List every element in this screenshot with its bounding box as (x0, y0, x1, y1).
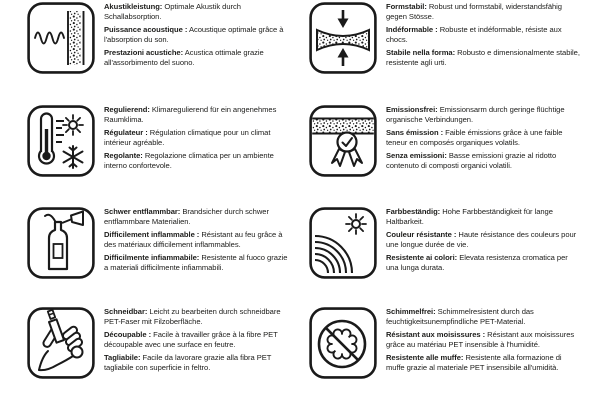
entry-fr (104, 128, 288, 148)
entry-label: Régulateur : (104, 128, 148, 138)
entry-text: Emissionsarm durch geringe flüchtige organische Verbindungen. (386, 105, 565, 124)
feature-acoustic (0, 0, 300, 100)
sound-absorption-icon (27, 2, 95, 74)
entry-text: Facile à travailler grâce à la fibre PET découpable avec une surface en feutre. (104, 330, 278, 350)
entry-text: Acustica ottimale grazie all'assorbimento del suono. (104, 48, 264, 68)
entry-text: Leicht zu bearbeiten durch schneidbare PET-Faser mit Filzoberfläche. (104, 307, 281, 326)
entry-it (386, 48, 580, 68)
entry-it (104, 353, 288, 373)
entry-text: Régulation climatique pour un climat intérieur agréable. (104, 128, 271, 148)
no-mold-icon (309, 307, 377, 379)
entry-label: Stabile nella forma: (386, 48, 456, 58)
entry-fr (104, 230, 288, 250)
entry-de (386, 105, 580, 125)
entry-label: Difficilmente infiammabile: (104, 253, 200, 263)
entry-text: Robust und formstabil, widerstandsfähig gegen Stösse. (386, 2, 562, 21)
entry-text: Optimale Akustik durch Schallabsorption. (104, 2, 241, 21)
fire-extinguisher-icon (27, 207, 95, 279)
entry-label: Couleur résistante : (386, 230, 457, 240)
shape-stability-compression-icon (309, 2, 377, 74)
entry-it (104, 48, 288, 68)
entry-de (104, 207, 288, 227)
entry-label: Resistente ai colori: (386, 253, 458, 263)
entry-label: Prestazioni acustiche: (104, 48, 184, 58)
entry-label: Regolante: (104, 151, 143, 161)
feature-flame-retardant (0, 200, 300, 300)
entry-fr (386, 330, 580, 350)
entry-label: Regulierend: (104, 105, 150, 114)
feature-climate-regulation (0, 100, 300, 200)
entry-fr (104, 25, 288, 45)
entry-fr (104, 330, 288, 350)
entry-de (104, 105, 288, 125)
entry-text: Schimmelresistent durch das feuchtigkeitsunempfindliche PET-Material. (386, 307, 534, 326)
color-fastness-arcs-sun-icon (309, 207, 377, 279)
entry-de (386, 2, 580, 22)
entry-it (386, 151, 580, 171)
entry-fr (386, 230, 580, 250)
entry-text: Resistente alla formazione di muffe grazie al materiale PET insensibile all'umidità. (386, 353, 562, 373)
entry-label: Puissance acoustique : (104, 25, 188, 35)
entry-label: Resistente alle muffe: (386, 353, 464, 363)
entry-text: Brandsicher durch schwer entflammbare Materialien. (104, 207, 269, 226)
entry-label: Découpable : (104, 330, 152, 340)
entry-text: Faible émissions grâce à une faible teneur en composés organiques volatils. (386, 128, 563, 148)
entry-de (386, 307, 580, 327)
entry-label: Formstabil: (386, 2, 427, 11)
feature-form-stability (300, 0, 600, 100)
entry-label: Senza emissioni: (386, 151, 447, 161)
entry-label: Indéformable : (386, 25, 438, 35)
entry-label: Résistant aux moisissures : (386, 330, 486, 340)
entry-label: Emissionsfrei: (386, 105, 438, 114)
entry-text: Acoustique optimale grâce à l'absorption du son. (104, 25, 284, 45)
entry-text: Basse emissioni grazie al ridotto contenuto di composti organici volatili. (386, 151, 557, 171)
entry-it (104, 253, 288, 273)
entry-text: Elevata resistenza cromatica per una lunga durata. (386, 253, 568, 273)
entry-text: Robusto e dimensionalmente stabile, resistente agli urti. (386, 48, 580, 68)
entry-it (104, 151, 288, 171)
entry-text: Résistant au feu grâce à des matériaux difficilement inflammables. (104, 230, 283, 250)
entry-label: Tagliabile: (104, 353, 141, 363)
entry-it (386, 253, 580, 273)
entry-de (386, 207, 580, 227)
feature-cuttable (0, 300, 300, 400)
entry-text: Regolazione climatica per un ambiente interno confortevole. (104, 151, 274, 171)
entry-fr (386, 128, 580, 148)
entry-de (104, 307, 288, 327)
entry-text: Haute résistance des couleurs pour une longue durée de vie. (386, 230, 577, 250)
entry-label: Schwer entflammbar: (104, 207, 181, 216)
entry-label: Sans émission : (386, 128, 444, 138)
entry-text: Klimaregulierend für ein angenehmes Raumklima. (104, 105, 277, 124)
entry-de (104, 2, 288, 22)
entry-text: Résistant aux moisissures grâce au matériau PET insensible à l'humidité. (386, 330, 575, 350)
entry-label: Farbbeständig: (386, 207, 441, 216)
entry-label: Akustikleistung: (104, 2, 163, 11)
entry-text: Resistente al fuoco grazie a materiali difficilmente infiammabili. (104, 253, 288, 273)
entry-text: Hohe Farbbeständigkeit für lange Haltbarkeit. (386, 207, 553, 226)
entry-text: Robuste et indéformable, résiste aux chocs. (386, 25, 562, 45)
entry-it (386, 353, 580, 373)
low-emission-certificate-icon (309, 105, 377, 177)
feature-emission-free (300, 100, 600, 200)
feature-color-fast (300, 200, 600, 300)
hand-cutter-icon (27, 307, 95, 379)
entry-label: Schneidbar: (104, 307, 148, 316)
entry-fr (386, 25, 580, 45)
entry-text: Facile da lavorare grazie alla fibra PET tagliabile con superficie in feltro. (104, 353, 272, 373)
thermometer-sun-snowflake-icon (27, 105, 95, 177)
entry-label: Difficilement inflammable : (104, 230, 200, 240)
feature-mold-resistant (300, 300, 600, 400)
entry-label: Schimmelfrei: (386, 307, 436, 316)
